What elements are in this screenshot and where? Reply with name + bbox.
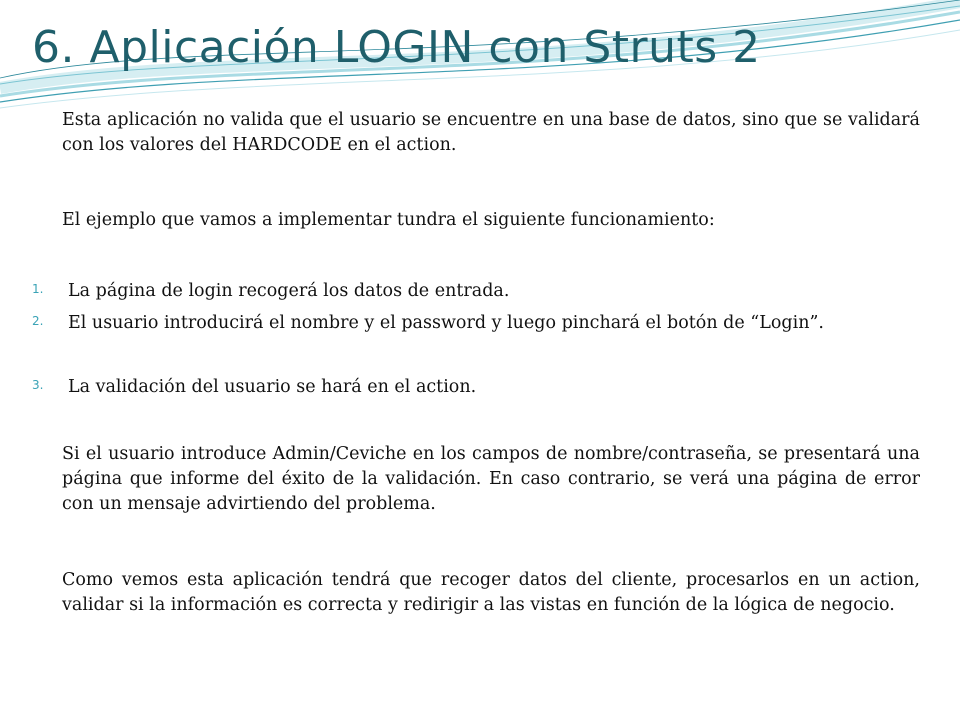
- list-number: 2.: [32, 314, 44, 328]
- intro-paragraph: Esta aplicación no valida que el usuario se encuentre en una base de datos, sino que se validará con los valores del HARDCODE en el action.: [62, 110, 920, 155]
- list-item-text: La validación del usuario se hará en el action.: [68, 377, 477, 397]
- list-item-text: El usuario introducirá el nombre y el password y luego pinchará el botón de “Login”.: [68, 313, 824, 333]
- lead-paragraph: El ejemplo que vamos a implementar tundra el siguiente funcionamiento:: [62, 210, 715, 230]
- list-item-text: La página de login recogerá los datos de entrada.: [68, 281, 510, 301]
- slide-title: 6. Aplicación LOGIN con Struts 2: [32, 22, 761, 73]
- rule-paragraph: Si el usuario introduce Admin/Ceviche en los campos de nombre/contraseña, se presentará una página que informe del éxito de la validación. En caso contrario, se verá una página de error con un mensaje advirtiendo del problema.: [62, 444, 920, 514]
- list-number: 3.: [32, 378, 44, 392]
- list-number: 1.: [32, 282, 44, 296]
- summary-paragraph: Como vemos esta aplicación tendrá que recoger datos del cliente, procesarlos en un action, validar si la información es correcta y redirigir a las vistas en función de la lógica de negocio.: [62, 570, 920, 615]
